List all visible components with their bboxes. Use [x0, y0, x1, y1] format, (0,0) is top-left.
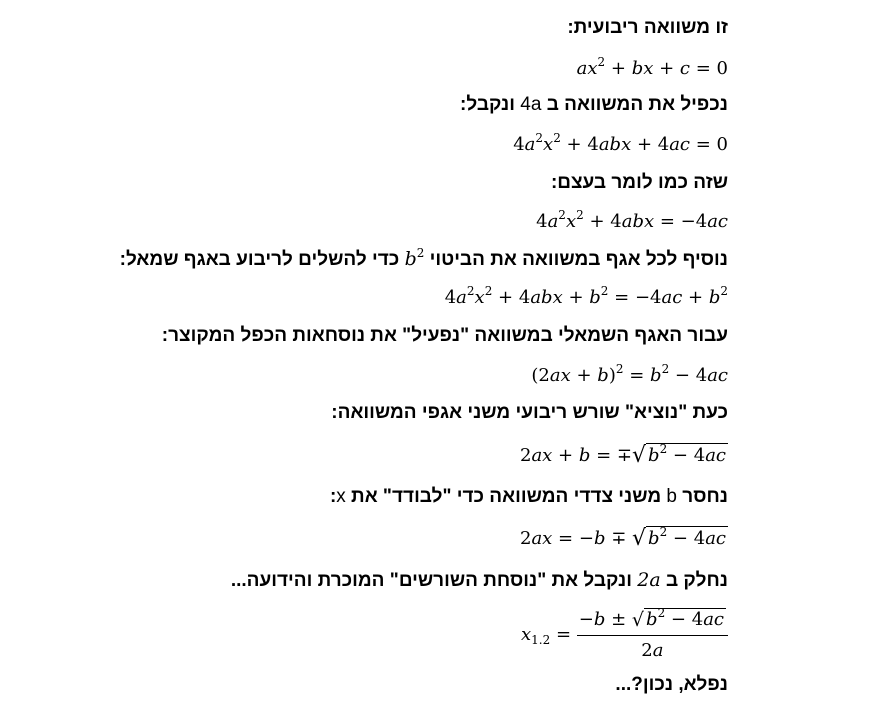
equation-square: $(2ax + b)^2 = b^2 - 4ac$ [531, 362, 728, 386]
sqrt-symbol: √ $b^2 - 4ac$ [632, 442, 726, 468]
token-b: b [666, 486, 677, 507]
step-rewrite-text: שזה כמו לומר בעצם: [550, 172, 728, 193]
line-quadratic-intro: זו משוואה ריבועית: [567, 17, 728, 38]
equation-completed: $4a^2x^2 + 4abx + b^2 = -4ac + b^2$ [444, 284, 728, 308]
step-divide-text: נחלק ב 2a ונקבל את "נוסחת השורשים" המוכרת והידועה... [230, 569, 728, 591]
closing-text: נפלא, נכון?... [615, 674, 728, 695]
step-short-multiplication-text: עבור האגף השמאלי במשוואה "נפעיל" את נוסחאות הכפל המקוצר: [161, 325, 728, 346]
token-b-squared: $b^2$ [404, 246, 425, 270]
sqrt-symbol: √ $b^2 - 4ac$ [632, 525, 726, 551]
equation-quadratic-formula: $x_{1.2}$ = $\frac{-b \pm √ b^2 - 4ac}{2a}$ [521, 606, 728, 664]
intro-text [567, 16, 728, 40]
formula-fraction: $\frac{-b \pm √ b^2 - 4ac}{2a}$ [577, 606, 728, 664]
step-subtract-text: נחסר b משני צדדי המשוואה כדי "לבודד" את x: [329, 486, 728, 507]
step-multiply-text: נכפיל את המשוואה ב 4a ונקבל: [460, 94, 728, 115]
token-x: x [336, 486, 346, 507]
equation-standard-form: $ax^2$ + bx + c = 0 [576, 55, 728, 79]
token-2a: 2a [637, 569, 661, 591]
equation-root: 2ax + b = ∓√ $b^2 - 4ac$ [519, 442, 726, 468]
token-4a: 4a [520, 94, 542, 115]
equation-multiplied: $4a^2x^2 + 4abx + 4ac = 0$ [513, 131, 728, 155]
equation-moved: $4a^2x^2 + 4abx = -4ac$ [536, 208, 728, 232]
step-add-b2-text: נוסיף לכל אגף במשוואה את הביטוי $b^2$ כדי להשלים לריבוע באגף שמאל: [119, 246, 728, 270]
equation-isolate: 2ax = −b ∓ √ $b^2 - 4ac$ [519, 525, 726, 551]
step-root-text: כעת "נוציא" שורש ריבועי משני אגפי המשוואה: [331, 402, 728, 423]
